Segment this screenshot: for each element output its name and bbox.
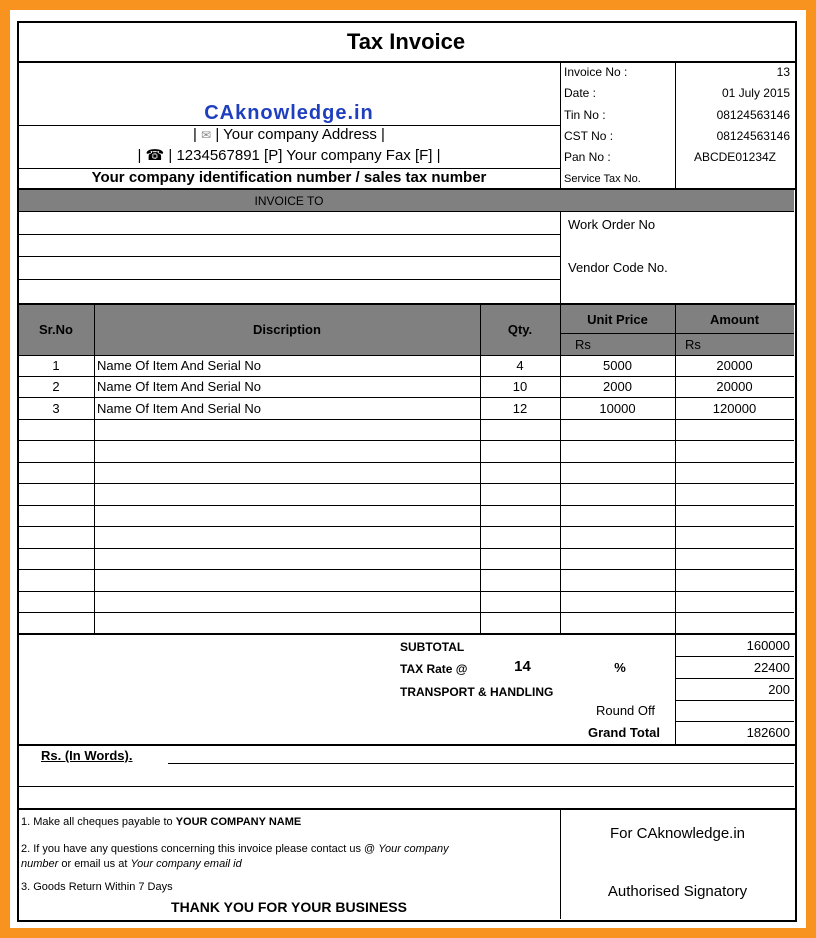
subtotal-value: 160000 <box>746 638 790 653</box>
company-logo: CAknowledge.in <box>204 102 374 124</box>
row-1-unit-price: 5000 <box>603 358 632 373</box>
row-3-amount: 120000 <box>712 401 757 416</box>
company-address-line: | ✉ | Your company Address | <box>193 126 385 143</box>
meta-invoice-no-value: 13 <box>776 65 790 79</box>
meta-date-value: 01 July 2015 <box>721 86 790 100</box>
transport-value: 200 <box>768 682 790 697</box>
meta-tin-label: Tin No : <box>564 108 606 122</box>
work-order-label: Work Order No <box>568 217 656 232</box>
company-phone: 1234567891 [P] Your company Fax [F] <box>176 147 433 164</box>
company-phone-line: | ☎ | 1234567891 [P] Your company Fax [F] | <box>137 147 441 164</box>
row-2-description: Name Of Item And Serial No <box>97 379 262 394</box>
phone-icon: ☎ <box>145 147 165 164</box>
col-header-description: Discription <box>253 322 321 337</box>
signature-company: For CAknowledge.in <box>609 825 746 842</box>
note-returns: 3. Goods Return Within 7 Days <box>21 881 173 893</box>
meta-invoice-no-label: Invoice No : <box>564 65 628 79</box>
row-2-sr: 2 <box>52 379 60 394</box>
row-2-qty: 10 <box>512 379 528 394</box>
invoice-to-heading: INVOICE TO <box>254 194 324 208</box>
row-1-amount: 20000 <box>716 358 753 373</box>
company-identification: Your company identification number / sales tax number <box>91 169 487 186</box>
col-header-amount: Amount <box>709 312 760 327</box>
unit-price-currency: Rs <box>575 337 591 352</box>
meta-date-label: Date : <box>564 86 597 100</box>
meta-service-tax-label: Service Tax No. <box>564 173 641 185</box>
tax-value: 22400 <box>753 660 790 675</box>
row-1-description: Name Of Item And Serial No <box>97 358 262 373</box>
authorised-signatory: Authorised Signatory <box>607 883 748 900</box>
row-2-unit-price: 2000 <box>603 379 632 394</box>
col-header-sr: Sr.No <box>39 322 73 337</box>
amount-in-words-label: Rs. (In Words). <box>41 748 133 763</box>
row-1-sr: 1 <box>52 358 60 373</box>
transport-label: TRANSPORT & HANDLING <box>400 685 554 699</box>
note-company-name: YOUR COMPANY NAME <box>175 816 302 828</box>
col-header-unit-price: Unit Price <box>587 312 648 327</box>
note-cheques-text: 1. Make all cheques payable to <box>21 816 176 828</box>
row-3-description: Name Of Item And Serial No <box>97 401 262 416</box>
row-1-qty: 4 <box>516 358 524 373</box>
note-cheques <box>21 814 301 830</box>
row-2-amount: 20000 <box>716 379 753 394</box>
meta-cst-value: 08124563146 <box>716 129 790 143</box>
round-off-label: Round Off <box>595 703 655 718</box>
amount-currency: Rs <box>685 337 701 352</box>
note-questions-line1 <box>21 841 449 857</box>
company-address: Your company Address <box>223 126 377 143</box>
thank-you-message: THANK YOU FOR YOUR BUSINESS <box>171 899 407 915</box>
tax-rate-label: TAX Rate @ <box>400 662 468 676</box>
meta-pan-value: ABCDE01234Z <box>693 150 777 164</box>
row-3-unit-price: 10000 <box>599 401 636 416</box>
note-company-number-b: number <box>21 858 59 870</box>
meta-cst-label: CST No : <box>564 129 614 143</box>
note-company-number-a: Your company <box>378 843 449 855</box>
note-company-email: Your company email id <box>130 858 242 870</box>
tax-rate-percent: % <box>614 660 626 675</box>
col-header-qty: Qty. <box>507 322 533 337</box>
note-email-text: or email us at <box>58 858 131 870</box>
note-questions-text: 2. If you have any questions concerning this invoice please contact us @ <box>21 843 379 855</box>
meta-tin-value: 08124563146 <box>716 108 790 122</box>
row-3-sr: 3 <box>52 401 60 416</box>
mail-icon: ✉ <box>201 128 212 142</box>
note-questions-line2 <box>21 856 242 872</box>
invoice-title: Tax Invoice <box>346 29 466 54</box>
grand-total-value: 182600 <box>746 725 790 740</box>
row-3-qty: 12 <box>512 401 528 416</box>
tax-rate-value: 14 <box>514 658 531 675</box>
grand-total-label: Grand Total <box>588 725 660 740</box>
meta-pan-label: Pan No : <box>564 150 611 164</box>
subtotal-label: SUBTOTAL <box>400 640 465 654</box>
vendor-code-label: Vendor Code No. <box>568 260 668 275</box>
